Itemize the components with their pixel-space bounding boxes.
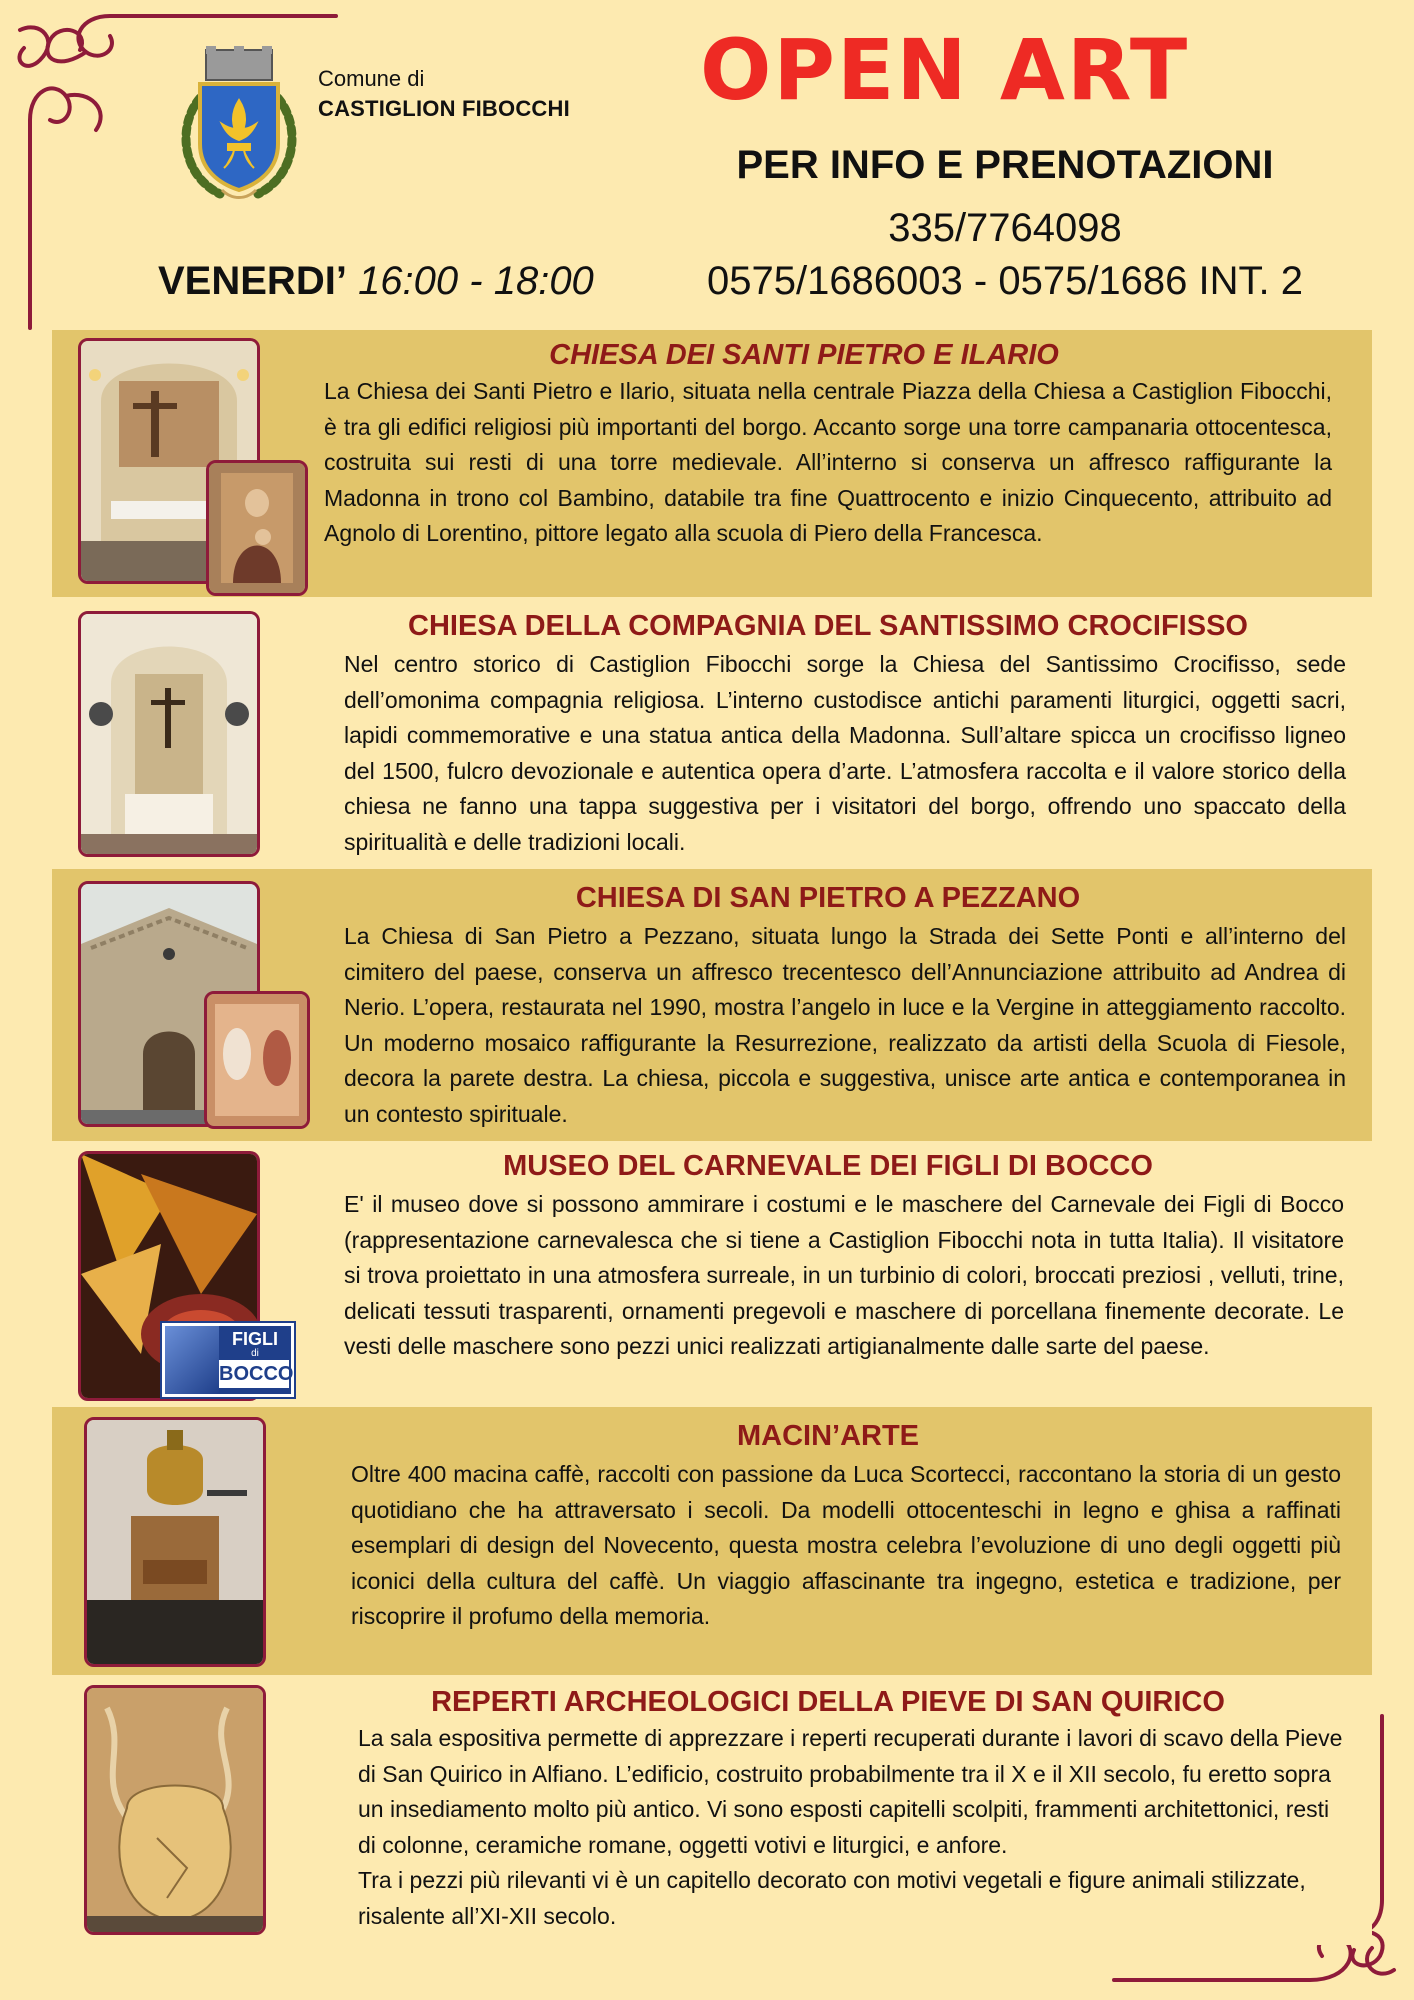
section-paragraph: La Chiesa di San Pietro a Pezzano, situata lungo la Strada dei Sette Ponti e all’interno del cimitero del paese, conserva un affresco trecentesco dell’Annunciazione attribuito ad Andrea di Nerio. L’opera, restaurata nel 1990, mostra l’angelo in luce e la Vergine in atteggiamento raccolto. Un moderno mosaico raffigurante la Resurrezione, realizzato da artisti della Scuola di Fiesole, decora la parete destra. La chiesa, piccola e suggestiva, unisce arte antica e contemporanea in un contesto spirituale.: [344, 923, 1346, 1127]
coffee-grinder-photo: [84, 1417, 266, 1667]
section-text: [344, 1187, 1344, 1365]
logo-line-1: FIGLI: [232, 1329, 278, 1349]
section-text: [358, 1721, 1348, 1934]
logo-line-3: BOCCO: [219, 1360, 289, 1388]
section-museo-carnevale: [52, 1141, 1372, 1407]
crocifisso-altar-photo: [78, 611, 260, 857]
comune-prefix: Comune di: [318, 66, 425, 91]
section-paragraph: Oltre 400 macina caffè, raccolti con passione da Luca Scortecci, raccontano la storia di un gesto quotidiano che ha attraversato i secoli. Da modelli ottocenteschi in legno e ghisa a raffinati esemplari di design del Novecento, questa mostra celebra l’evoluzione di uno degli oggetti più iconici della cultura del caffè. Un viaggio affascinante tra ingegno, estetica e tradizione, per riscoprire il profumo della memoria.: [351, 1461, 1341, 1629]
phone-number-2: 0575/1686003 - 0575/1686 INT. 2: [706, 259, 1304, 303]
comune-name: CASTIGLION FIBOCCHI: [318, 96, 570, 121]
section-paragraph-2: Tra i pezzi più rilevanti vi è un capitello decorato con motivi vegetali e figure animali stilizzate, risalente all’XI-XII secolo.: [358, 1867, 1306, 1929]
logo-line-2: di: [251, 1348, 259, 1359]
section-paragraph: E' il museo dove si possono ammirare i costumi e le maschere del Carnevale dei Figli di Bocco (rappresentazione carnevalesca che si tiene a Castiglion Fibocchi nota in tutta Italia). Il visitatore si trova proiettato in una atmosfera surreale, in un turbinio di colori, broccati preziosi , velluti, trine, delicati tessuti trasparenti, ornamenti pregevoli e maschere di porcellana finemente decorate. Le vesti delle maschere sono pezzi unici realizzati artigianalmente dalle sarte del paese.: [344, 1191, 1344, 1359]
section-text: [344, 919, 1346, 1132]
section-san-pietro-pezzano: [52, 869, 1372, 1141]
section-text: [324, 374, 1332, 552]
section-title: MUSEO DEL CARNEVALE DEI FIGLI DI BOCCO: [503, 1150, 1153, 1182]
opening-day: VENERDI’: [158, 259, 347, 303]
opening-hours: [158, 256, 594, 306]
annunciation-fresco-photo: [204, 991, 310, 1129]
figli-di-bocco-logo: [162, 1323, 294, 1397]
section-paragraph: La sala espositiva permette di apprezzare i reperti recuperati durante i lavori di scavo della Pieve di San Quirico in Alfiano. L’edificio, costruito probabilmente tra il X e il XII secolo, fu eretto sopra un insediamento molto più antico. Vi sono esposti capitelli scolpiti, frammenti architettonici, resti di colonne, ceramiche romane, oggetti votivi e liturgici, e anfore.: [358, 1725, 1343, 1858]
poster-title: OPEN ART: [700, 21, 1190, 119]
opening-time: 16:00 - 18:00: [358, 259, 594, 303]
municipality-label: [318, 64, 570, 124]
section-santissimo-crocifisso: [52, 597, 1372, 869]
section-paragraph: La Chiesa dei Santi Pietro e Ilario, situata nella centrale Piazza della Chiesa a Castiglion Fibocchi, è tra gli edifici religiosi più importanti del borgo. Accanto sorge una torre campanaria ottocentesca, costruita sui resti di una torre medievale. All’interno si conserva un affresco raffigurante la Madonna in trono col Bambino, databile tra fine Quattrocento e inizio Cinquecento, attribuito ad Agnolo di Lorentino, pittore legato alla scuola di Piero della Francesca.: [324, 378, 1332, 546]
section-title: CHIESA DELLA COMPAGNIA DEL SANTISSIMO CROCIFISSO: [408, 610, 1248, 642]
section-title: CHIESA DI SAN PIETRO A PEZZANO: [575, 882, 1081, 914]
section-santi-pietro-ilario: [52, 330, 1372, 597]
phone-number-1: 335/7764098: [888, 206, 1122, 250]
section-text: [351, 1457, 1341, 1635]
section-text: [344, 647, 1346, 860]
section-title: REPERTI ARCHEOLOGICI DELLA PIEVE DI SAN QUIRICO: [431, 1686, 1225, 1718]
section-title: CHIESA DEI SANTI PIETRO E ILARIO: [549, 339, 1059, 371]
section-paragraph: Nel centro storico di Castiglion Fibocchi sorge la Chiesa del Santissimo Crocifisso, sede dell’omonima compagnia religiosa. L’interno custodisce antichi paramenti liturgici, oggetti sacri, lapidi commemorative e una statua antica della Madonna. Sull’altare spicca un crocifisso ligneo del 1500, fulcro devozionale e autentica opera d’arte. L’atmosfera raccolta e il valore storico della chiesa ne fanno una tappa suggestiva per i visitatori del borgo, offrendo uno spaccato della spiritualità e delle tradizioni locali.: [344, 651, 1346, 855]
archaeological-vase-photo: [84, 1685, 266, 1935]
section-macinarte: [52, 1407, 1372, 1675]
fresco-madonna-photo: [206, 460, 308, 596]
section-title: MACIN’ARTE: [736, 1420, 920, 1452]
coat-of-arms-icon: [170, 44, 308, 204]
info-heading: PER INFO E PRENOTAZIONI: [736, 143, 1274, 187]
section-reperti-archeologici: [52, 1675, 1372, 1945]
